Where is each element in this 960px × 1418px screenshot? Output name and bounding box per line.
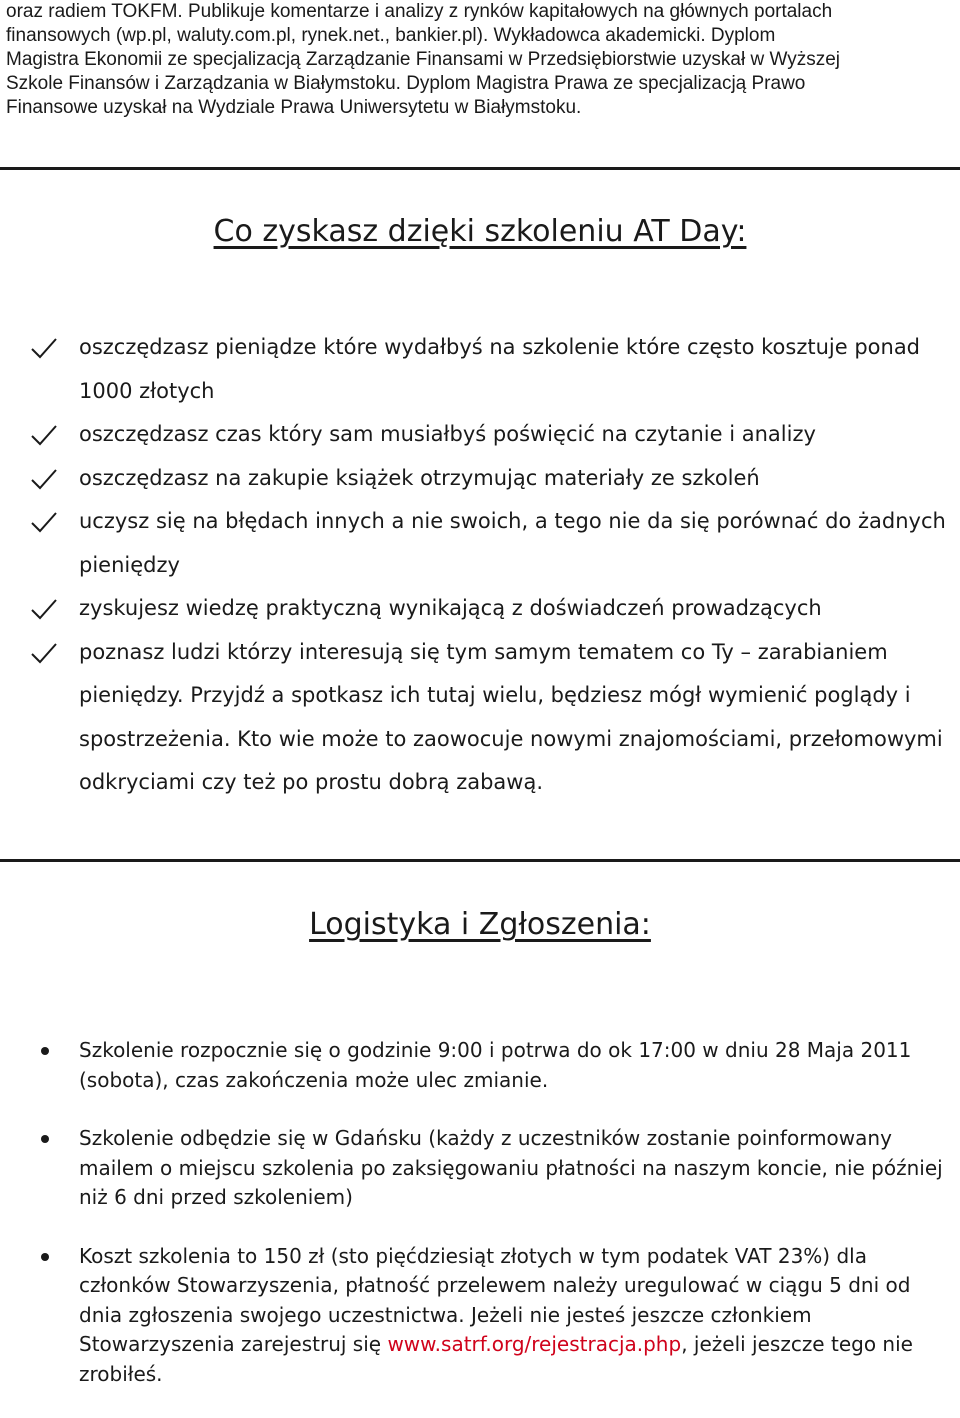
logistics-list: [0, 1036, 960, 1418]
list-item: [0, 326, 954, 413]
bullet-icon: [41, 1253, 49, 1261]
list-item: [0, 1242, 954, 1390]
list-item-text: oszczędzasz na zakupie książek otrzymując materiały ze szkoleń: [79, 465, 760, 490]
section-divider: [0, 859, 960, 862]
list-item: [0, 1036, 954, 1095]
list-item-text: oszczędzasz czas który sam musiałbyś poświęcić na czytanie i analizy: [79, 422, 816, 446]
intro-line: oraz radiem TOKFM. Publikuje komentarze i analizy z rynków kapitałowych na głównych portalach: [6, 1, 833, 22]
list-item: [0, 413, 954, 457]
list-item-text: Koszt szkolenia to 150 zł (sto pięćdziesiąt złotych w tym podatek VAT 23%) dla członków Stowarzyszenia, płatność przelewem należy uregulować w ciągu 5 dni od dnia zgłoszenia swojego uczestnictwa. Jeżeli nie jesteś jeszcze członkiem Stowarzyszenia zarejestruj się: [79, 1243, 911, 1356]
list-item-text: , jeżeli jeszcze tego nie zrobiłeś.: [79, 1332, 913, 1386]
list-item-text: zyskujesz wiedzę praktyczną wynikającą z doświadczeń prowadzących: [79, 596, 822, 620]
list-item-text: oszczędzasz pieniądze które wydałbyś na szkolenie które często kosztuje ponad 1000 złotych: [79, 335, 921, 403]
checkmark-icon: [30, 423, 58, 447]
intro-line: Szkole Finansów i Zarządzania w Białymstoku. Dyplom Magistra Prawa ze specjalizacją Prawo: [6, 73, 806, 94]
checkmark-icon: [30, 467, 58, 491]
list-item: [0, 587, 954, 631]
checkmark-icon: [30, 510, 58, 534]
logistics-heading: Logistyka i Zgłoszenia:: [309, 907, 651, 942]
checkmark-icon: [30, 597, 58, 621]
bullet-icon: [41, 1135, 49, 1143]
list-item: [0, 500, 954, 587]
list-item: [0, 631, 954, 805]
benefits-heading: Co zyskasz dzięki szkoleniu AT Day:: [213, 214, 747, 249]
intro-paragraph: [6, 0, 954, 120]
list-item-text: poznasz ludzi którzy interesują się tym samym tematem co Ty – zarabianiem pieniędzy. Przyjdź a spotkasz ich tutaj wielu, będziesz mógł wymienić poglądy i spostrzeżenia. Kto wie może to zaowocuje nowymi znajomościami, przełomowymi odkryciami czy też po prostu dobrą zabawą.: [79, 639, 943, 794]
intro-line: Magistra Ekonomii ze specjalizacją Zarządzanie Finansami w Przedsiębiorstwie uzyskał w Wyższej: [6, 49, 841, 70]
bullet-icon: [41, 1047, 49, 1055]
list-item: [0, 1124, 954, 1213]
list-item-text: Szkolenie rozpocznie się o godzinie 9:00 i potrwa do ok 17:00 w dniu 28 Maja 2011 (sobota), czas zakończenia może ulec zmianie.: [79, 1038, 912, 1092]
registration-link[interactable]: www.satrf.org/rejestracja.php: [387, 1332, 682, 1356]
intro-line: finansowych (wp.pl, waluty.com.pl, rynek.net., bankier.pl). Wykładowca akademicki. Dyplom: [6, 25, 776, 46]
benefits-list: [0, 326, 960, 805]
list-item-text: uczysz się na błędach innych a nie swoich, a tego nie da się porównać do żadnych pieniędzy: [79, 509, 946, 577]
list-item-text: Szkolenie odbędzie się w Gdańsku (każdy z uczestników zostanie poinformowany mailem o miejscu szkolenia po zaksięgowaniu płatności na naszym koncie, nie później niż 6 dni przed szkoleniem): [79, 1126, 943, 1209]
intro-line: Finansowe uzyskał na Wydziale Prawa Uniwersytetu w Białymstoku.: [6, 97, 582, 118]
list-item: [0, 457, 954, 501]
checkmark-icon: [30, 641, 58, 665]
checkmark-icon: [30, 336, 58, 360]
section-divider: [0, 167, 960, 170]
